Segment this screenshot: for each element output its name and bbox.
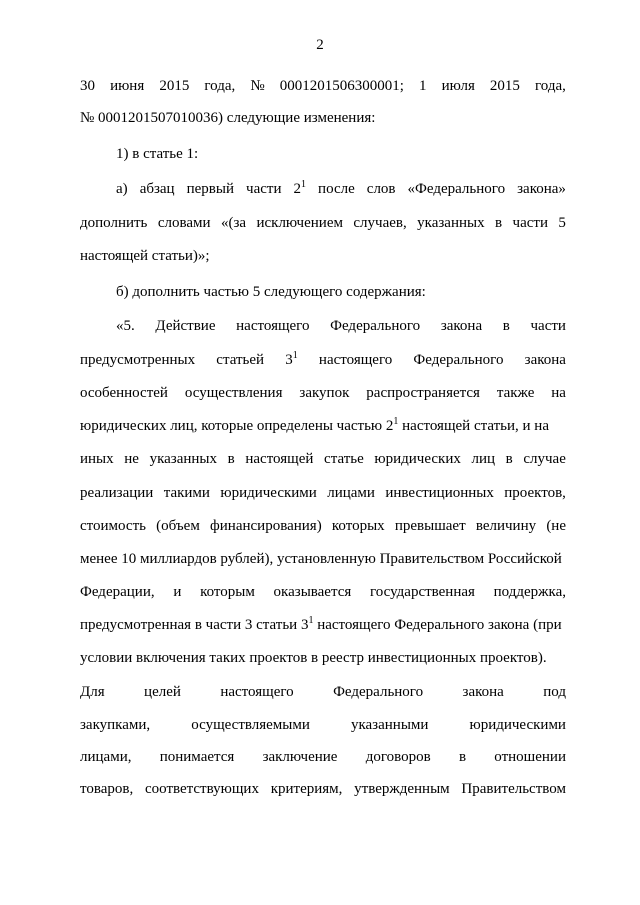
text-line: предусмотренная в части 3 статьи $3^1$ настоящего Федерального закона (при — [80, 615, 562, 633]
text-line: закупками, осуществляемыми указанными юридическими — [80, 717, 566, 733]
text-line: лицами, понимается заключение договоров в отношении — [80, 749, 566, 765]
text-line: № 0001201507010036) следующие изменения: — [80, 110, 376, 126]
text-line: 30 июня 2015 года, № 0001201506300001; 1 июля 2015 года, — [80, 78, 566, 94]
text-line: настоящей статьи)»; — [80, 248, 210, 264]
list-item: б) дополнить частью 5 следующего содержания: — [116, 284, 426, 300]
text-line: товаров, соответствующих критериям, утвержденным Правительством — [80, 781, 566, 797]
superscript: 1 — [292, 350, 298, 361]
superscript: 1 — [393, 416, 399, 427]
text-line: предусмотренных статьей $3^1$ настоящего Федерального закона — [80, 350, 566, 368]
text-line: стоимость (объем финансирования) которых превышает величину (не — [80, 518, 566, 534]
superscript: 1 — [308, 615, 314, 626]
text-line: дополнить словами «(за исключением случаев, указанных в части 5 — [80, 215, 566, 231]
page-number: 2 — [316, 37, 324, 53]
text-line: условии включения таких проектов в реестр инвестиционных проектов). — [80, 650, 547, 666]
text-line: а) абзац первый части $2^1$ после слов «Федерального закона» — [116, 179, 566, 197]
superscript: 1 — [301, 179, 307, 190]
text-line: «5. Действие настоящего Федерального закона в части — [116, 318, 566, 334]
text-line: менее 10 миллиардов рублей), установленную Правительством Российской — [80, 551, 562, 567]
text-line: юридических лиц, которые определены частью $2^1$ настоящей статьи, и на — [80, 416, 549, 434]
text-line: Федерации, и которым оказывается государственная поддержка, — [80, 584, 566, 600]
text-line: Для целей настоящего Федерального закона под — [80, 684, 566, 700]
text-line: реализации такими юридическими лицами инвестиционных проектов, — [80, 485, 566, 501]
list-item: 1) в статье 1: — [116, 146, 199, 162]
text-line: иных не указанных в настоящей статье юридических лиц в случае — [80, 451, 566, 467]
text-line: особенностей осуществления закупок распространяется также на — [80, 385, 566, 401]
